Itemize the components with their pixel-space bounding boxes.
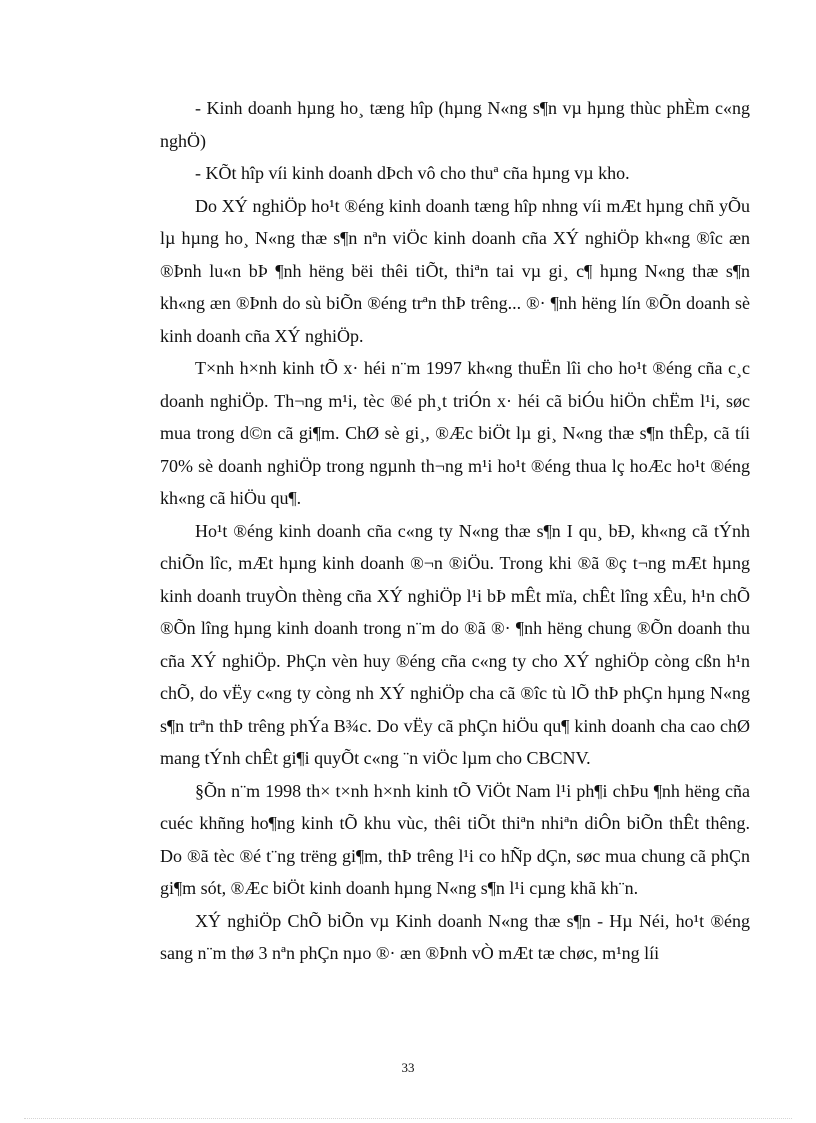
page-bottom-rule bbox=[24, 1118, 792, 1119]
paragraph-enterprise-conditions: Do XÝ nghiÖp ho¹t ®éng kinh doanh tæng hîp nhng víi mÆt hµng chñ yÕu lµ hµng ho¸ N«ng thæ s¶n nªn viÖc kinh doanh cña XÝ nghiÖp kh«ng ®îc æn ®Þnh lu«n bÞ ¶nh hëng bëi thêi tiÕt, thiªn tai vµ gi¸ c¶ hµng N«ng thæ s¶n kh«ng æn ®Þnh do sù biÕn ®éng trªn thÞ trêng... ®· ¶nh hëng lín ®Õn doanh sè kinh doanh cña XÝ nghiÖp. bbox=[160, 195, 750, 346]
paragraph-economy-1997: T×nh h×nh kinh tÕ x· héi n¨m 1997 kh«ng thuËn lîi cho ho¹t ®éng cña c¸c doanh nghiÖp. Th¬ng m¹i, tèc ®é ph¸t triÓn x· héi cã biÓu hiÖn chËm l¹i, søc mua trong d©n cã gi¶m. ChØ sè gi¸, ®Æc biÖt lµ gi¸ N«ng thæ s¶n thÊp, cã tíi 70% sè doanh nghiÖp trong ngµnh th¬ng m¹i ho¹t ®éng thua lç hoÆc ho¹t ®éng kh«ng cã hiÖu qu¶. bbox=[160, 358, 750, 508]
body-text bbox=[160, 92, 750, 970]
paragraph-economy-1998: §Õn n¨m 1998 th× t×nh h×nh kinh tÕ ViÖt Nam l¹i ph¶i chÞu ¶nh hëng cña cuéc khñng ho¶ng kinh tÕ khu vùc, thêi tiÕt thiªn nhiªn diÔn biÕn thÊt thêng. Do ®ã tèc ®é t¨ng trëng gi¶m, thÞ trêng l¹i co hÑp dÇn, søc mua chung cã phÇn gi¶m sót, ®Æc biÖt kinh doanh hµng N«ng s¶n l¹i cµng khã kh¨n. bbox=[160, 780, 750, 898]
paragraph-company-operations: Ho¹t ®éng kinh doanh cña c«ng ty N«ng thæ s¶n I qu¸ bÐ, kh«ng cã tÝnh chiÕn lîc, mÆt hµng kinh doanh ®¬n ®iÖu. Trong khi ®ã ®ç t¬ng mÆt hµng kinh doanh truyÒn thèng cña XÝ nghiÖp l¹i bÞ mÊt mïa, chÊt lîng xÊu, h¹n chÕ ®Õn lîng hµng kinh doanh trong n¨m do ®ã ®· ¶nh hëng chung ®Õn doanh thu cña XÝ nghiÖp. PhÇn vèn huy ®éng cña c«ng ty cho XÝ nghiÖp còng cßn h¹n chÕ, do vËy c«ng ty còng nh XÝ nghiÖp cha cã ®îc tù lÕ thÞ phÇn hµng N«ng s¶n trªn thÞ trêng phÝa B¾c. Do vËy cã phÇn hiÖu qu¶ kinh doanh cha cao chØ mang tÝnh chÊt gi¶i quyÕt c«ng ¨n viÖc lµm cho CBCNV. bbox=[160, 520, 750, 768]
paragraph-business-scope-2: - KÕt hîp víi kinh doanh dÞch vô cho thuª cña hµng vµ kho. bbox=[195, 163, 630, 183]
page-number: 33 bbox=[401, 1060, 415, 1075]
paragraph-enterprise-year-3: XÝ nghiÖp ChÕ biÕn vµ Kinh doanh N«ng thæ s¶n - Hµ Néi, ho¹t ®éng sang n¨m thø 3 nªn phÇn nµo ®· æn ®Þnh vÒ mÆt tæ chøc, m¹ng líi bbox=[160, 910, 750, 963]
paragraph-business-scope-1: - Kinh doanh hµng ho¸ tæng hîp (hµng N«ng s¶n vµ hµng thùc phÈm c«ng nghÖ) bbox=[160, 98, 750, 151]
